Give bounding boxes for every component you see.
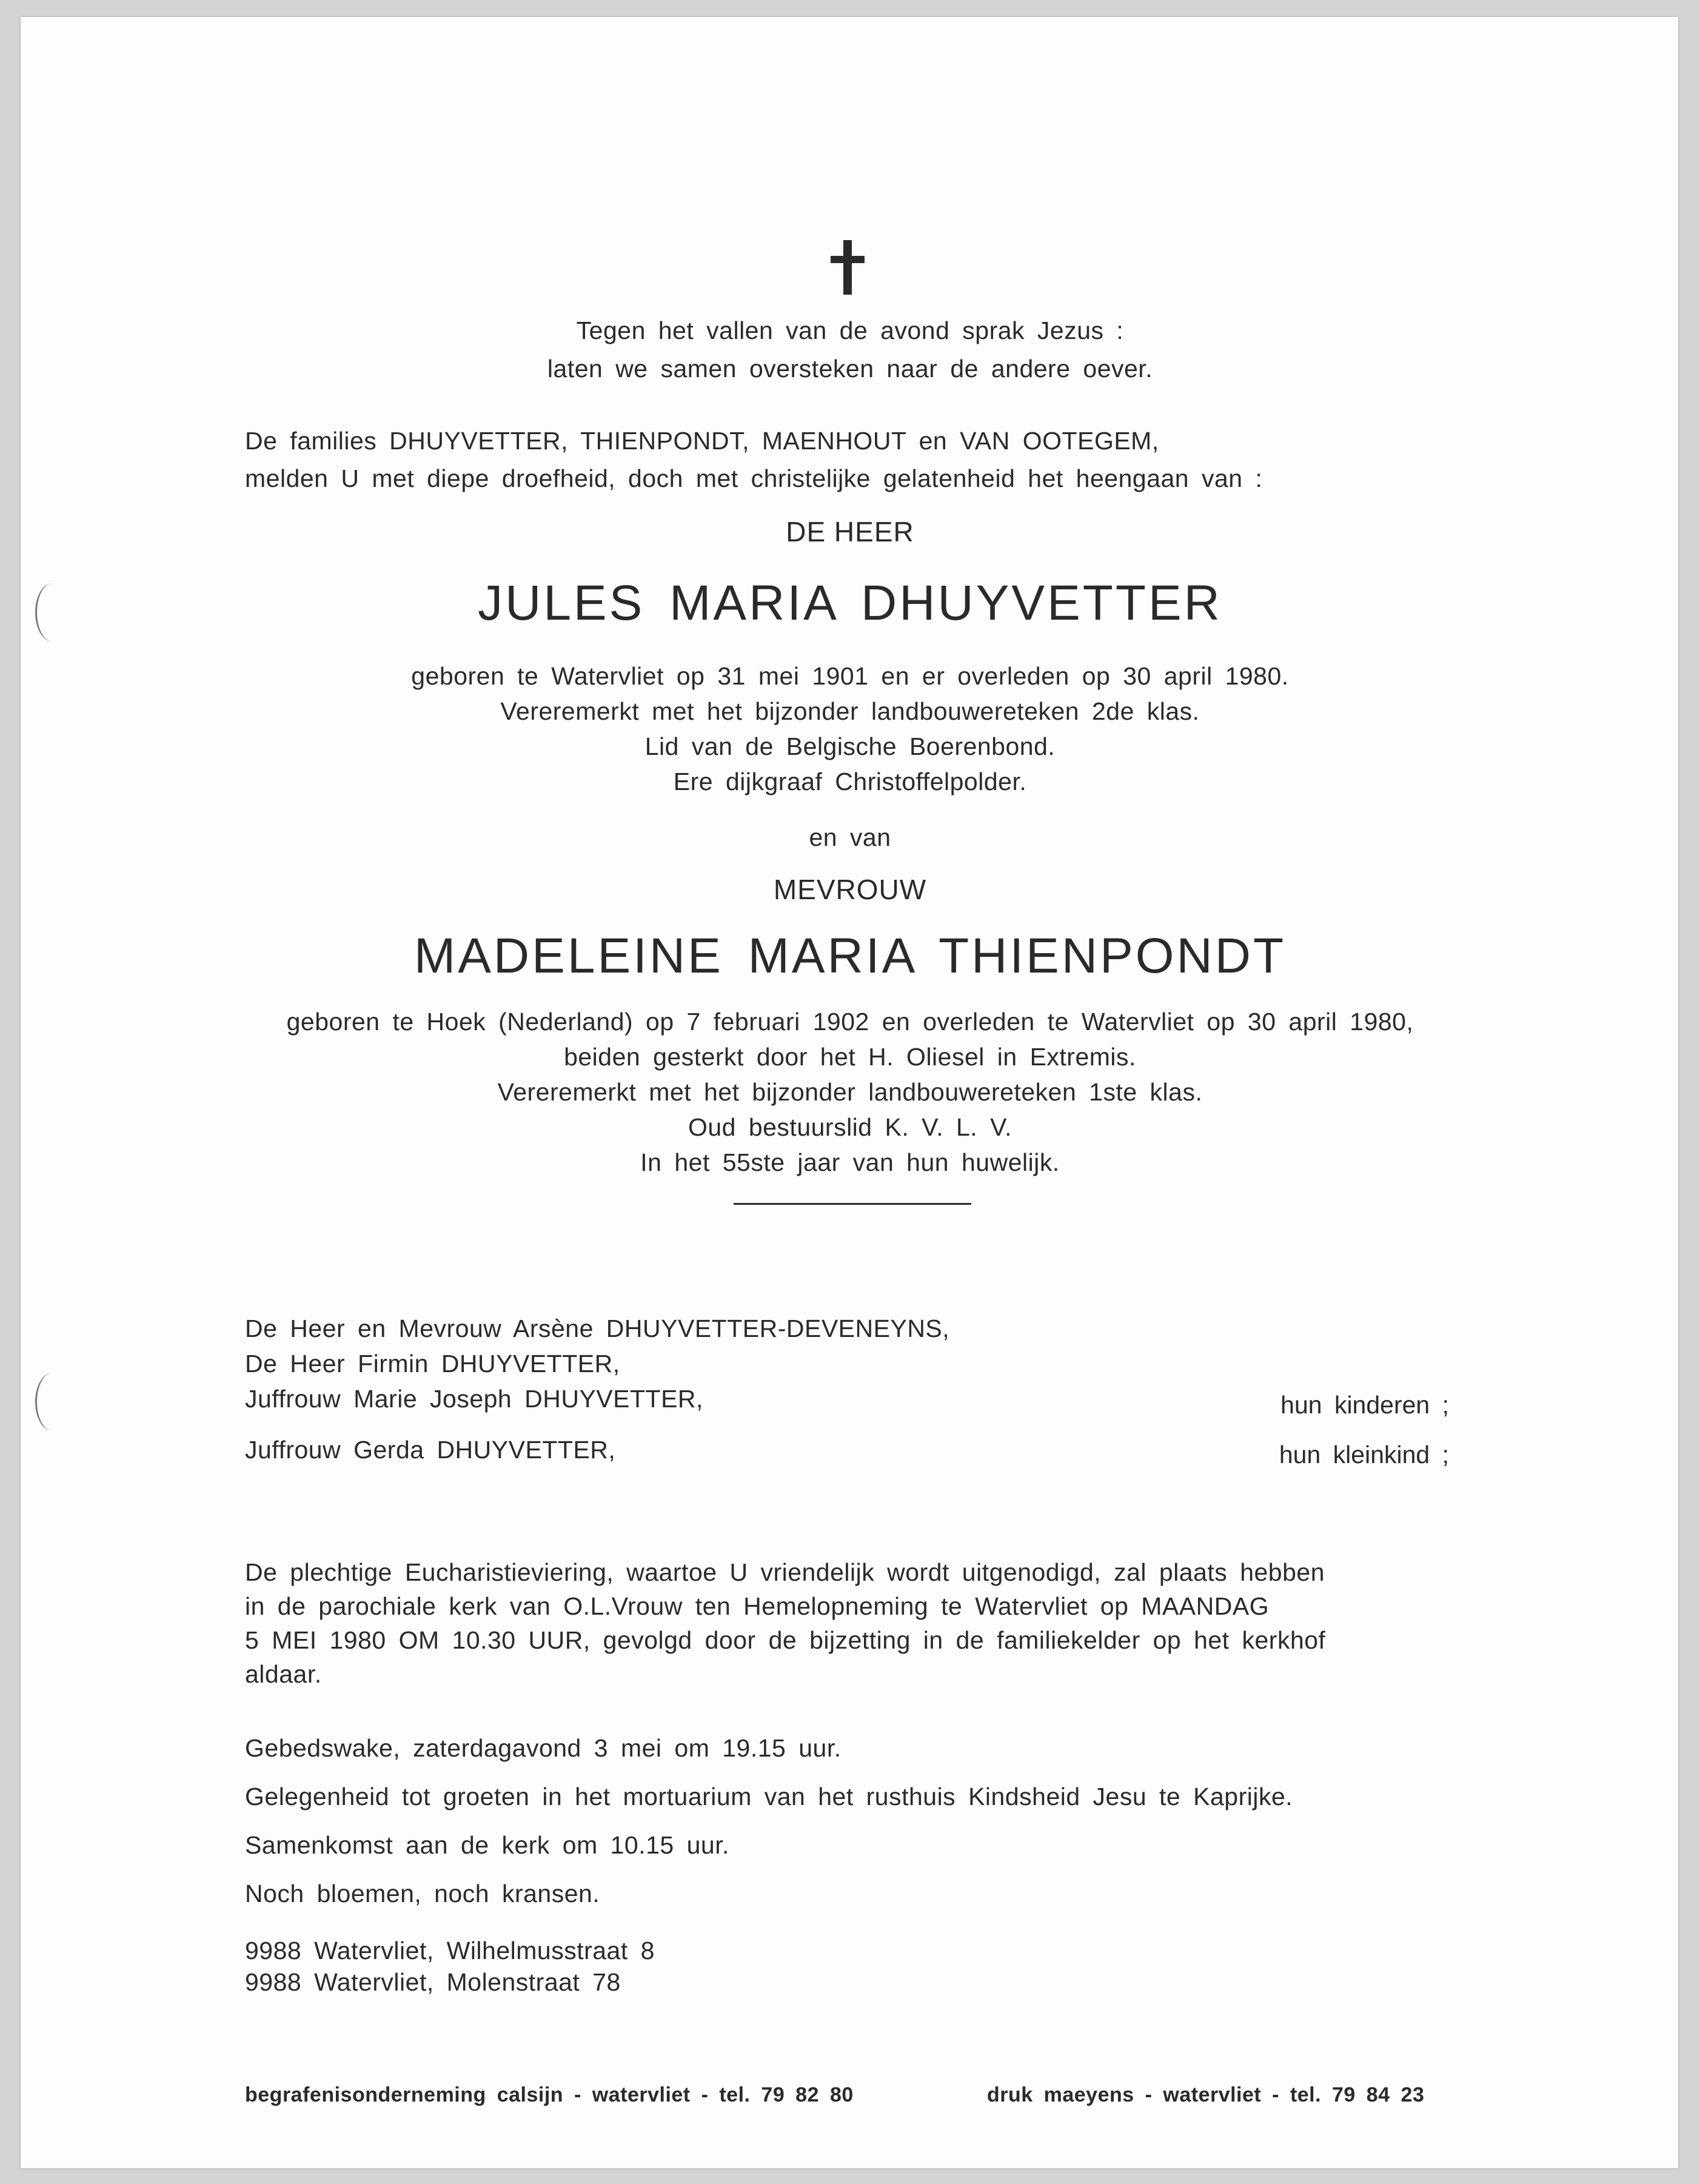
grandchild-entry: Juffrouw Gerda DHUYVETTER, (245, 1436, 616, 1464)
person1-detail: Lid van de Belgische Boerenbond. (644, 732, 1056, 760)
person2-detail: In het 55ste jaar van hun huwelijk. (640, 1148, 1060, 1176)
child-entry: De Heer Firmin DHUYVETTER, (245, 1350, 620, 1378)
note-line: Gelegenheid tot groeten in het mortuarium van het rusthuis Kindsheid Jesu te Kaprijke. (245, 1783, 1293, 1811)
conjunction: en van (809, 823, 891, 851)
printer-footer: druk maeyens - watervliet - tel. 79 84 23 (987, 2083, 1425, 2106)
person2-name: MADELEINE MARIA THIENPONDT (413, 928, 1287, 983)
person2-detail: geboren te Hoek (Nederland) op 7 februari 1902 en overleden te Watervliet op 30 april 1980, (286, 1008, 1414, 1036)
person2-detail: Vereremerkt met het bijzonder landbouwereteken 1ste klas. (497, 1078, 1203, 1106)
child-entry: Juffrouw Marie Joseph DHUYVETTER, (245, 1385, 703, 1413)
address-line: 9988 Watervliet, Molenstraat 78 (245, 1968, 621, 1996)
note-line: Noch bloemen, noch kransen. (245, 1880, 600, 1908)
grandchild-label: hun kleinkind ; (1279, 1441, 1449, 1469)
service-line: in de parochiale kerk van O.L.Vrouw ten Hemelopneming te Watervliet op MAANDAG (245, 1592, 1270, 1620)
service-line: 5 MEI 1980 OM 10.30 UUR, gevolgd door de bijzetting in de familiekelder op het kerkhof (245, 1626, 1326, 1654)
service-line: De plechtige Eucharistieviering, waartoe U vriendelijk wordt uitgenodigd, zal plaats hebben (245, 1558, 1325, 1586)
verse-line-1: Tegen het vallen van de avond sprak Jezus : (576, 317, 1124, 344)
punch-hole-bottom (35, 1373, 70, 1431)
person1-name: JULES MARIA DHUYVETTER (478, 575, 1222, 631)
announcement-line-2: melden U met diepe droefheid, doch met christelijke gelatenheid het heengaan van : (245, 464, 1263, 492)
person2-title: MEVROUW (773, 874, 927, 905)
address-line: 9988 Watervliet, Wilhelmusstraat 8 (245, 1937, 655, 1965)
undertaker-footer: begrafenisonderneming calsijn - watervliet - tel. 79 82 80 (245, 2083, 854, 2106)
cross-icon (831, 240, 865, 295)
person1-title: DE HEER (786, 516, 914, 548)
person1-detail: geboren te Watervliet op 31 mei 1901 en er overleden op 30 april 1980. (411, 662, 1289, 690)
person2-detail: Oud bestuurslid K. V. L. V. (688, 1113, 1012, 1141)
announcement-line-1: De families DHUYVETTER, THIENPONDT, MAENHOUT en VAN OOTEGEM, (245, 427, 1159, 455)
note-line: Gebedswake, zaterdagavond 3 mei om 19.15 uur. (245, 1734, 842, 1762)
children-label: hun kinderen ; (1280, 1391, 1449, 1419)
divider (734, 1203, 971, 1205)
child-entry: De Heer en Mevrouw Arsène DHUYVETTER-DEVENEYNS, (245, 1315, 950, 1342)
person1-detail: Ere dijkgraaf Christoffelpolder. (673, 768, 1027, 796)
person2-detail: beiden gesterkt door het H. Oliesel in Extremis. (564, 1043, 1136, 1071)
verse-line-2: laten we samen oversteken naar de andere oever. (547, 355, 1153, 383)
person1-detail: Vereremerkt met het bijzonder landbouwereteken 2de klas. (500, 697, 1200, 725)
service-line: aldaar. (245, 1660, 322, 1688)
note-line: Samenkomst aan de kerk om 10.15 uur. (245, 1831, 730, 1859)
